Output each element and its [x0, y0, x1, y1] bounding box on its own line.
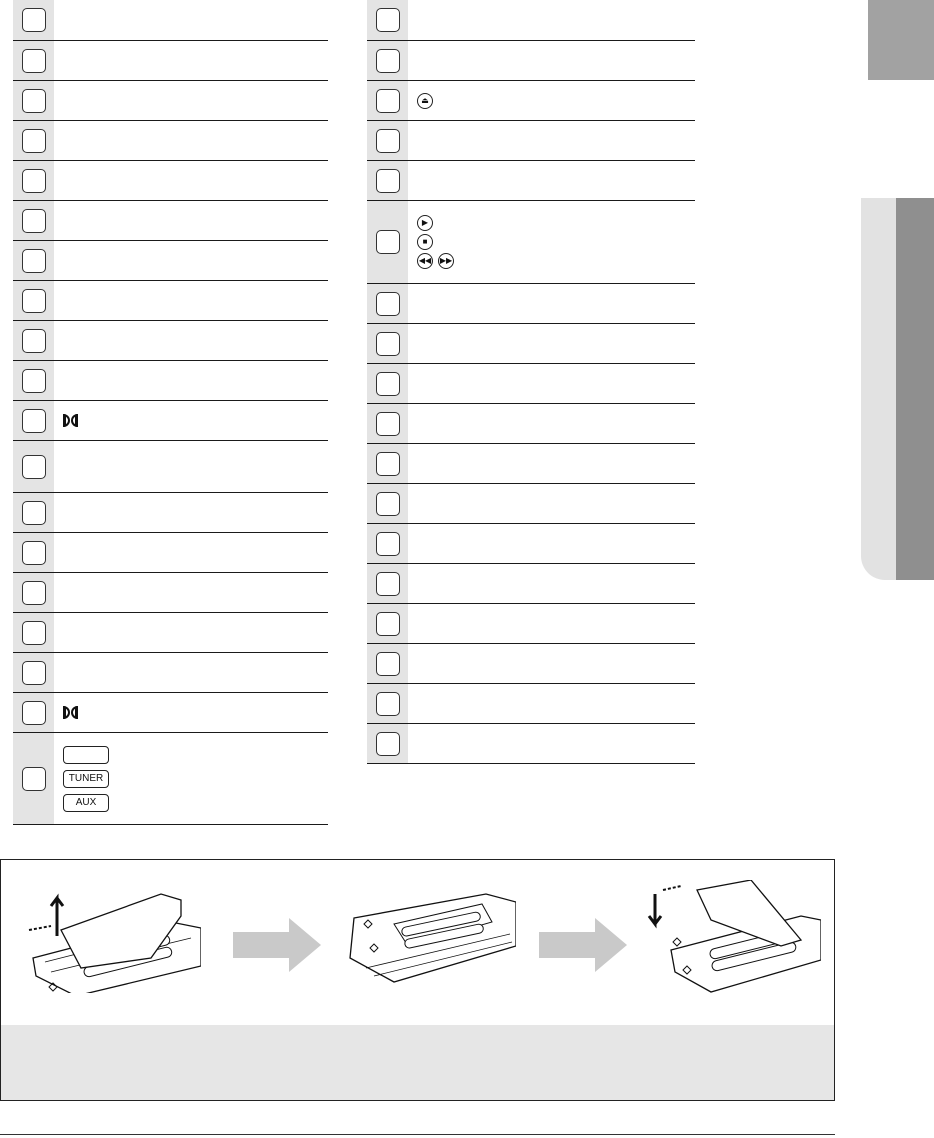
description-cell: [54, 441, 328, 492]
table-row: [13, 241, 328, 281]
description-cell: [408, 41, 695, 80]
description-cell: [408, 684, 695, 723]
number-box: [376, 8, 400, 32]
number-box: [22, 767, 46, 791]
table-row: [13, 733, 328, 825]
table-row: [13, 401, 328, 441]
number-cell: [13, 401, 54, 440]
table-row: [367, 404, 695, 444]
number-box: [376, 612, 400, 636]
number-cell: [367, 404, 408, 443]
number-box: [22, 621, 46, 645]
number-box: [22, 289, 46, 313]
table-row: [13, 0, 328, 41]
number-box: [22, 541, 46, 565]
number-box: [22, 209, 46, 233]
play-icon: ▶: [417, 215, 433, 231]
eject-icon: ⏏: [417, 93, 433, 109]
number-box: [376, 230, 400, 254]
description-cell: [408, 564, 695, 603]
table-row: [367, 0, 695, 41]
description-cell: [54, 401, 328, 440]
description-cell: [54, 41, 328, 80]
number-cell: [367, 121, 408, 160]
description-cell: [54, 161, 328, 200]
description-cell: [408, 121, 695, 160]
description-cell: [408, 161, 695, 200]
description-cell: [54, 613, 328, 652]
table-row: [13, 693, 328, 733]
number-box: [376, 532, 400, 556]
number-box: [376, 332, 400, 356]
table-row: [13, 613, 328, 653]
table-row: [13, 441, 328, 493]
description-cell: [408, 364, 695, 403]
table-row: [13, 41, 328, 81]
number-cell: [367, 644, 408, 683]
source-button-aux: AUX: [63, 794, 109, 812]
number-cell: [13, 161, 54, 200]
table-row: [367, 724, 695, 764]
description-cell: [408, 404, 695, 443]
chapter-tab-top: [868, 0, 934, 80]
rewind-icon: ◀◀: [417, 253, 433, 269]
skip-group: [417, 253, 695, 269]
source-button-tuner: TUNER: [63, 770, 109, 788]
description-cell: [408, 644, 695, 683]
number-cell: [13, 361, 54, 400]
number-cell: [367, 41, 408, 80]
description-cell: [408, 484, 695, 523]
remote-open-cover-illustration: [21, 888, 201, 993]
number-cell: [13, 121, 54, 160]
description-cell: [54, 493, 328, 532]
table-row: [13, 653, 328, 693]
number-cell: [13, 493, 54, 532]
number-cell: [13, 241, 54, 280]
number-cell: [367, 484, 408, 523]
description-cell: [54, 201, 328, 240]
table-row: [367, 644, 695, 684]
number-box: [376, 492, 400, 516]
number-cell: [367, 81, 408, 120]
table-row: [367, 161, 695, 201]
description-cell: [54, 533, 328, 572]
number-box: [22, 329, 46, 353]
number-cell: [13, 41, 54, 80]
number-cell: [367, 161, 408, 200]
number-box: [22, 129, 46, 153]
number-cell: [367, 684, 408, 723]
number-cell: [13, 653, 54, 692]
dolby-icon: [63, 414, 328, 427]
description-cell: [408, 524, 695, 563]
number-cell: [367, 201, 408, 283]
description-cell: [408, 81, 695, 120]
number-cell: [367, 324, 408, 363]
description-cell: [54, 733, 328, 824]
section-tab-dark: [896, 198, 934, 580]
table-row: [13, 81, 328, 121]
table-row: [367, 284, 695, 324]
description-cell: [54, 693, 328, 732]
description-cell: [54, 573, 328, 612]
number-box: [22, 49, 46, 73]
number-cell: [367, 0, 408, 40]
description-cell: [408, 444, 695, 483]
right-button-table: [367, 0, 695, 764]
number-cell: [367, 364, 408, 403]
description-cell: [54, 281, 328, 320]
table-row: [367, 684, 695, 724]
number-box: [22, 581, 46, 605]
table-row: [367, 444, 695, 484]
table-row: [13, 533, 328, 573]
number-box: [22, 455, 46, 479]
step-arrow-icon: [539, 918, 627, 972]
table-row: [13, 161, 328, 201]
table-row: [367, 121, 695, 161]
number-cell: [13, 441, 54, 492]
number-box: [376, 372, 400, 396]
number-box: [376, 732, 400, 756]
description-cell: [408, 284, 695, 323]
description-cell: [54, 81, 328, 120]
number-cell: [13, 733, 54, 824]
number-box: [376, 652, 400, 676]
number-box: [376, 572, 400, 596]
number-box: [22, 169, 46, 193]
number-cell: [367, 284, 408, 323]
number-box: [376, 169, 400, 193]
table-row: [13, 281, 328, 321]
number-box: [376, 89, 400, 113]
number-cell: [13, 0, 54, 40]
number-box: [22, 369, 46, 393]
left-button-table: [13, 0, 328, 825]
footer-rule: [0, 1134, 835, 1135]
number-cell: [13, 573, 54, 612]
number-box: [22, 409, 46, 433]
table-row: [367, 604, 695, 644]
description-cell: [54, 653, 328, 692]
number-box: [376, 129, 400, 153]
description-cell: [408, 0, 695, 40]
dolby-icon: [63, 706, 328, 719]
number-box: [376, 452, 400, 476]
table-row: [367, 201, 695, 284]
description-cell: [54, 241, 328, 280]
description-cell: [54, 121, 328, 160]
table-row: [13, 121, 328, 161]
number-cell: [367, 564, 408, 603]
table-row: [367, 524, 695, 564]
number-cell: [13, 693, 54, 732]
description-cell: [54, 361, 328, 400]
table-row: [367, 81, 695, 121]
number-box: [22, 8, 46, 32]
remote-insert-batteries-illustration: [346, 888, 516, 998]
source-button-blank: [63, 746, 109, 764]
table-row: [367, 364, 695, 404]
number-cell: [367, 524, 408, 563]
battery-installation-box: [0, 859, 835, 1101]
number-cell: [13, 533, 54, 572]
table-row: [13, 201, 328, 241]
number-cell: [13, 321, 54, 360]
description-cell: [54, 0, 328, 40]
description-cell: [408, 324, 695, 363]
number-cell: [367, 604, 408, 643]
step-arrow-icon: [233, 918, 321, 972]
number-cell: [13, 81, 54, 120]
number-box: [22, 661, 46, 685]
number-box: [376, 49, 400, 73]
battery-note-panel: [1, 1025, 834, 1100]
number-box: [376, 292, 400, 316]
number-cell: [367, 724, 408, 763]
number-cell: [13, 281, 54, 320]
table-row: [13, 361, 328, 401]
description-cell: [408, 604, 695, 643]
table-row: [367, 484, 695, 524]
table-row: [13, 573, 328, 613]
remote-close-cover-illustration: [641, 880, 821, 1000]
number-box: [22, 89, 46, 113]
number-cell: [13, 201, 54, 240]
number-cell: [13, 613, 54, 652]
table-row: [13, 321, 328, 361]
number-cell: [367, 444, 408, 483]
number-box: [22, 501, 46, 525]
table-row: [13, 493, 328, 533]
table-row: [367, 564, 695, 604]
number-box: [22, 249, 46, 273]
fast-forward-icon: ▶▶: [438, 253, 454, 269]
table-row: [367, 324, 695, 364]
number-box: [376, 692, 400, 716]
table-row: [367, 41, 695, 81]
description-cell: [408, 724, 695, 763]
stop-icon: ■: [417, 234, 433, 250]
description-cell: [408, 201, 695, 283]
number-box: [22, 701, 46, 725]
description-cell: [54, 321, 328, 360]
number-box: [376, 412, 400, 436]
